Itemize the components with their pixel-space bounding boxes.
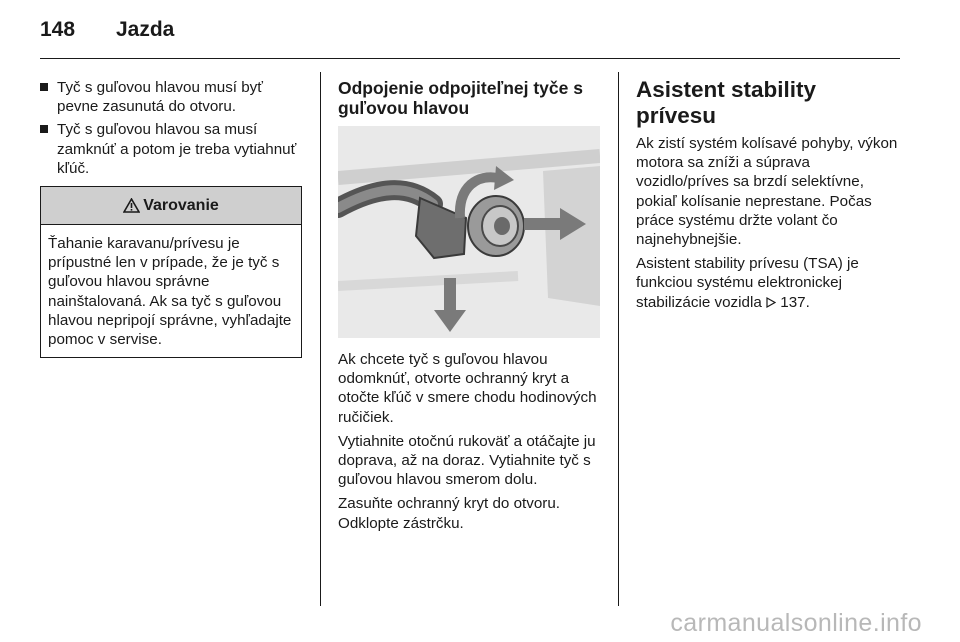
paragraph: Vytiahnite otočnú rukoväť a otáčajte ju doprava, až na doraz. Vytiahnite tyč s guľovou hlavou smerom dolu. xyxy=(338,432,596,489)
paragraph: Zasuňte ochranný kryt do otvoru. Odklopte zástrčku. xyxy=(338,495,561,532)
column-2 xyxy=(338,78,602,538)
paragraph: Ak zistí systém kolísavé pohyby, výkon motora sa zníži a súprava vozidlo/príves sa brzdí selektívne, pokiaľ kolísanie neprestane. Počas práce systému držte volant čo najnehybnejšie. xyxy=(636,135,898,249)
warning-text: Ťahanie karavanu/prívesu je prípustné len v prípade, že je tyč s guľovou hlavou správne nainštalovaná. Ak sa tyč s guľovou hlavou nepripojí správne, vyhľadajte pomoc v servise. xyxy=(48,235,292,349)
section-title-tsa: Asistent stability prívesu xyxy=(636,77,817,128)
paragraph xyxy=(636,254,900,312)
paragraph-text: Asistent stability prívesu (TSA) je funkciou systému elektronickej stabilizácie vozidla xyxy=(636,255,859,311)
column-3 xyxy=(636,78,900,317)
page-reference-link[interactable]: 137. xyxy=(780,293,810,311)
warning-box xyxy=(40,186,302,358)
bullet-text: Tyč s guľovou hlavou sa musí zamknúť a potom je treba vytiahnuť kľúč. xyxy=(57,121,297,177)
page-reference-icon xyxy=(766,294,780,311)
header-rule xyxy=(40,58,900,59)
bullet-item xyxy=(40,78,302,116)
warning-triangle-icon xyxy=(123,198,140,213)
bullet-item xyxy=(40,120,302,178)
warning-header xyxy=(41,187,301,225)
section-title-detach: Odpojenie odpojiteľnej tyče s guľovou hlavou xyxy=(338,78,583,118)
column-divider-1 xyxy=(320,72,321,606)
watermark: carmanualsonline.info xyxy=(670,609,922,637)
page-number: 148 xyxy=(40,18,76,41)
warning-title: Varovanie xyxy=(143,196,219,214)
column-divider-2 xyxy=(618,72,619,606)
column-1 xyxy=(40,78,302,358)
square-bullet-icon xyxy=(40,83,48,91)
paragraph: Ak chcete tyč s guľovou hlavou odomknúť, otvorte ochranný kryt a otočte kľúč v smere chodu hodinových ručičiek. xyxy=(338,351,597,426)
square-bullet-icon xyxy=(40,125,48,133)
bullet-text: Tyč s guľovou hlavou musí byť pevne zasunutá do otvoru. xyxy=(57,79,263,116)
chapter-title: Jazda xyxy=(116,18,175,41)
page-header xyxy=(40,18,174,48)
towbar-detach-illustration xyxy=(338,126,600,338)
